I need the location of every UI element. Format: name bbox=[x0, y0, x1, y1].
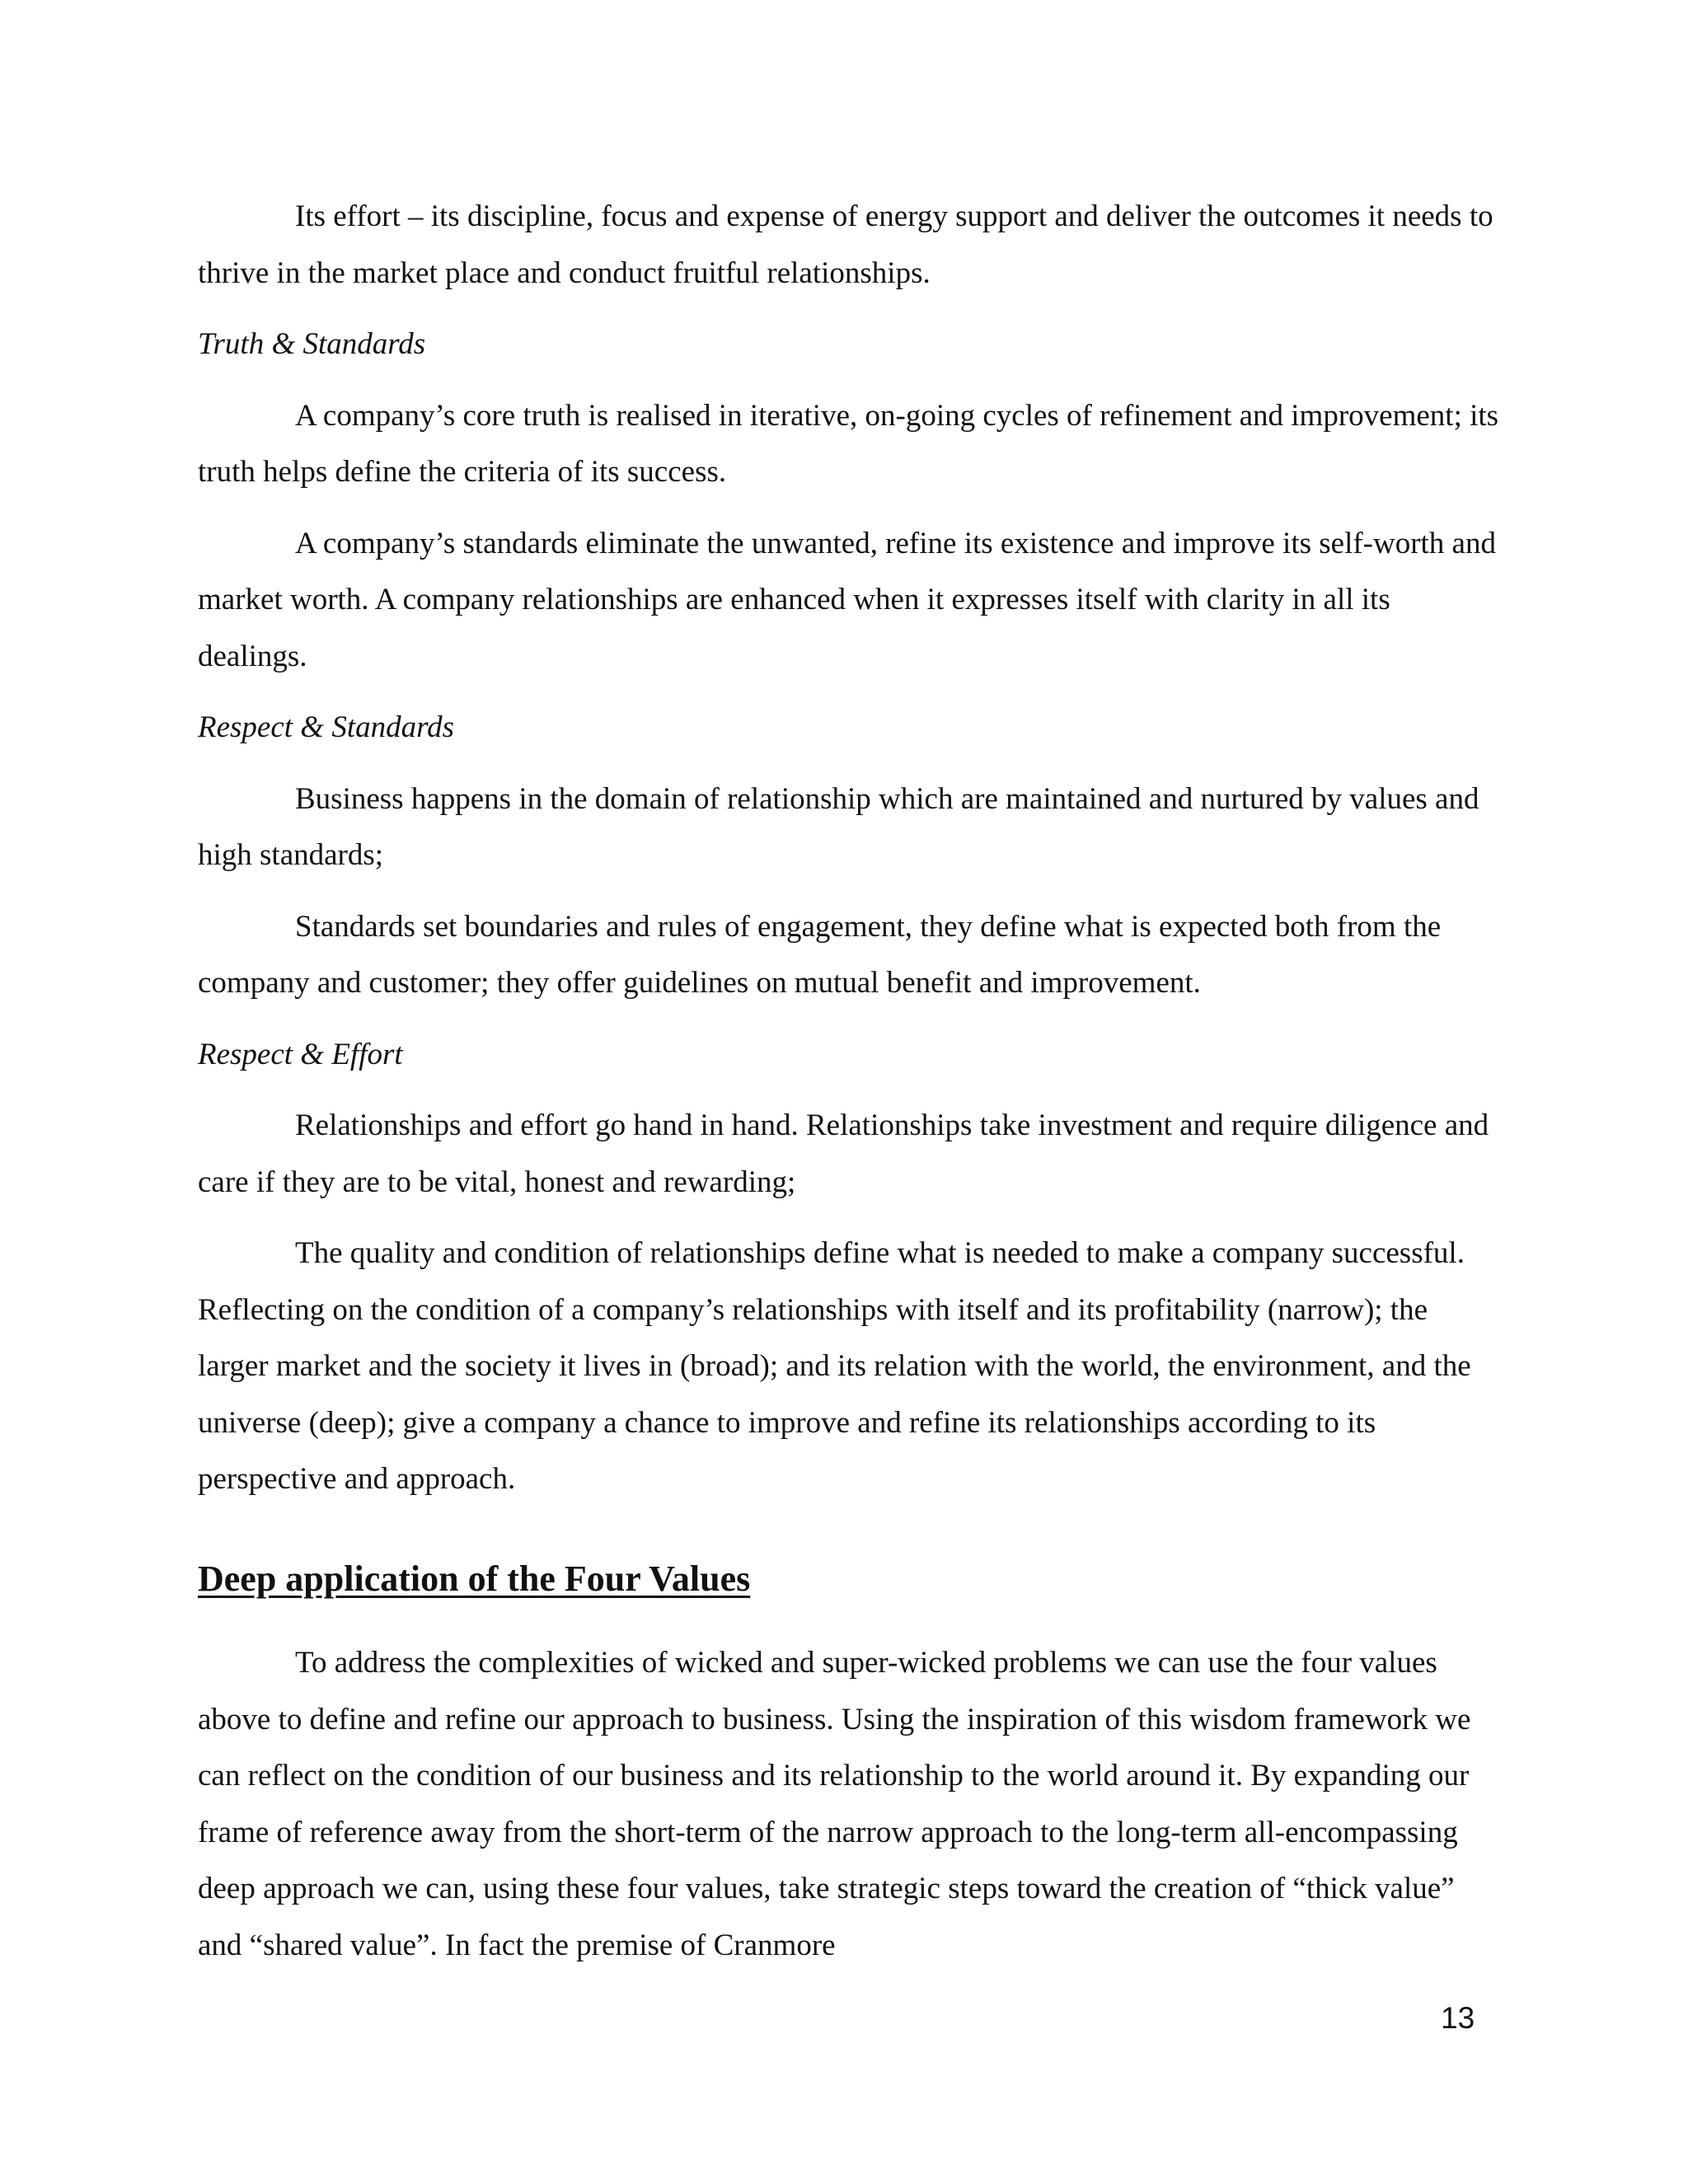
paragraph-effort: Its effort – its discipline, focus and expense of energy support and deliver the outcomes it needs to thrive in the market place and conduct fruitful relationships. bbox=[198, 199, 1493, 290]
subheading-truth-standards: Truth & Standards bbox=[198, 327, 426, 361]
paragraph-core-truth: A company’s core truth is realised in iterative, on-going cycles of refinement and improvement; its truth helps define the criteria of its success. bbox=[198, 398, 1499, 489]
page-number: 13 bbox=[1441, 2001, 1475, 2035]
paragraph-quality-relationships: The quality and condition of relationships define what is needed to make a company successful. Reflecting on the condition of a company’s relationships with itself and its profitability (narrow); the larger market and the society it lives in (broad); and its relation with the world, the environment, and the universe (deep); give a company a chance to improve and refine its relationships according to its perspective and approach. bbox=[198, 1236, 1471, 1496]
paragraph-deep-application: To address the complexities of wicked and super-wicked problems we can use the four values above to define and refine our approach to business. Using the inspiration of this wisdom framework we can reflect on the condition of our business and its relationship to the world around it. By expanding our frame of reference away from the short-term of the narrow approach to the long-term all-encompassing deep approach we can, using these four values, take strategic steps toward the creation of “thick value” and “shared value”. In fact the premise of Cranmore bbox=[198, 1646, 1471, 1962]
paragraph-standards-boundaries: Standards set boundaries and rules of engagement, they define what is expected both from the company and customer; they offer guidelines on mutual benefit and improvement. bbox=[198, 909, 1442, 1000]
paragraph-relationships-effort: Relationships and effort go hand in hand. Relationships take investment and require diligence and care if they are to be vital, honest and rewarding; bbox=[198, 1108, 1489, 1199]
body-top bbox=[198, 189, 1500, 1508]
body-bottom bbox=[198, 1635, 1500, 1974]
paragraph-business-relationship: Business happens in the domain of relationship which are maintained and nurtured by values and high standards; bbox=[198, 781, 1479, 872]
section-heading: Deep application of the Four Values bbox=[198, 1558, 751, 1599]
subheading-respect-standards: Respect & Standards bbox=[198, 710, 455, 744]
paragraph-standards: A company’s standards eliminate the unwanted, refine its existence and improve its self-worth and market worth. A company relationships are enhanced when it expresses itself with clarity in all its dealings. bbox=[198, 526, 1496, 673]
subheading-respect-effort: Respect & Effort bbox=[198, 1037, 403, 1071]
